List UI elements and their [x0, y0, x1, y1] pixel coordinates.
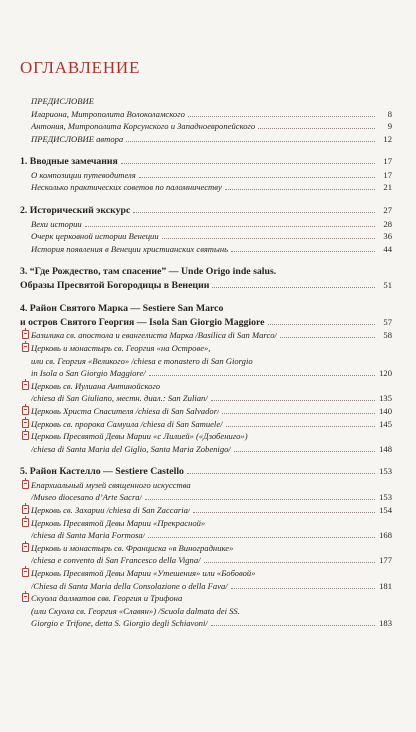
toc-entry-title: ПРЕДИСЛОВИЕ — [31, 96, 94, 106]
toc-entry-title: Образы Пресвятой Богородицы в Венеции — [20, 279, 210, 291]
toc-entry[interactable] — [20, 133, 392, 146]
toc-page-number: 28 — [383, 218, 392, 229]
toc-entry[interactable] — [20, 491, 392, 504]
toc-page-number: 153 — [379, 492, 392, 503]
dot-leader — [231, 251, 375, 252]
toc-entry-title: Церковь и монастырь св. Франциска «в Винограднике» — [31, 542, 234, 553]
toc-page-number: 177 — [379, 555, 392, 566]
toc-entry[interactable] — [20, 418, 392, 431]
church-icon — [20, 329, 31, 338]
toc-entry[interactable] — [20, 120, 392, 133]
toc-entry[interactable] — [20, 443, 392, 456]
dot-leader — [222, 413, 375, 414]
dot-leader — [212, 287, 375, 288]
toc-entry-title: О композиции путеводителя — [31, 169, 136, 180]
dot-leader — [211, 625, 375, 626]
toc-page-number: 36 — [383, 231, 392, 242]
toc-page-number: 12 — [383, 133, 392, 144]
page-title: ОГЛАВЛЕНИЕ — [20, 58, 141, 77]
toc-entry[interactable] — [20, 542, 392, 555]
toc-entry-title: (или Скуола св. Георгия «Славян») /Scuola dalmata dei SS. — [31, 605, 240, 616]
toc-entry-title: Церковь св. Захарии /chiesa di San Zaccaria/ — [31, 504, 191, 515]
toc-entry-title: или св. Георгия «Великого» /chiesa e monastero di San Giorgio — [31, 355, 253, 366]
toc-entry[interactable] — [20, 580, 392, 593]
toc-entry-title: ПРЕДИСЛОВИЕ автора — [31, 133, 124, 144]
dot-leader — [234, 451, 375, 452]
toc-page-number: 44 — [383, 243, 392, 254]
dot-leader — [187, 473, 375, 474]
dot-leader — [121, 163, 375, 164]
church-icon — [22, 406, 29, 415]
toc-entry-title: Скуола далматов свв. Георгия и Трифона — [31, 593, 183, 604]
dot-leader — [145, 499, 375, 500]
dot-leader — [188, 116, 375, 117]
church-icon — [20, 592, 31, 601]
toc-entry-title: /chiesa e convento di San Francesco della Vigna/ — [31, 555, 201, 566]
toc-entry-title: Церковь св. Иулиана Антинойского — [31, 380, 161, 391]
toc-entry[interactable] — [20, 218, 392, 231]
dot-leader — [139, 177, 375, 178]
toc-page-number: 8 — [387, 108, 392, 119]
toc-entry-title: Епархиальный музей священного искусства — [31, 479, 191, 490]
toc-page-number: 135 — [379, 393, 392, 404]
toc-entry-title: Церковь Пресвятой Девы Марии «Утешения» или «Бобовой» — [31, 567, 256, 578]
toc-page-number: 181 — [379, 580, 392, 591]
church-icon — [22, 431, 29, 440]
toc-entry-title: /chiesa di San Giuliano, местн. диал.: San Zulian/ — [31, 393, 208, 404]
dot-leader — [204, 562, 375, 563]
dot-leader — [226, 426, 375, 427]
toc-entry[interactable] — [20, 243, 392, 256]
toc-entry-title: Антония, Митрополита Корсунского и Западноевропейского — [31, 121, 256, 132]
toc-entry-title: /chiesa di Santa Maria del Giglio, Santa Maria Zobenigo/ — [31, 443, 231, 454]
toc-entry[interactable] — [20, 504, 392, 517]
toc-page-number: 148 — [379, 443, 392, 454]
toc-entry[interactable] — [20, 342, 392, 355]
dot-leader — [193, 512, 375, 513]
church-icon — [22, 480, 29, 489]
toc-entry[interactable] — [20, 265, 392, 279]
toc-entry[interactable] — [20, 592, 392, 605]
toc-entry[interactable] — [20, 529, 392, 542]
toc-entry[interactable] — [20, 329, 392, 342]
dot-leader — [225, 189, 375, 190]
toc-page-number: 154 — [379, 504, 392, 515]
dot-leader — [148, 537, 375, 538]
toc-page-number: 168 — [379, 530, 392, 541]
toc-entry[interactable] — [20, 169, 392, 182]
toc-entry[interactable] — [20, 465, 392, 479]
toc-entry-title: /Museo diocesano d’Arte Sacra/ — [31, 492, 142, 503]
dot-leader — [280, 337, 375, 338]
church-icon — [22, 505, 29, 514]
toc-entry-title: Вехи истории — [31, 218, 82, 229]
toc-entry-title: Очерк церковной истории Венеции — [31, 231, 159, 242]
toc-entry-title: 5. Район Кастелло — Sestiere Castello — [20, 466, 184, 478]
church-icon — [22, 518, 29, 527]
toc-entry[interactable] — [20, 355, 392, 368]
toc-page-number: 153 — [379, 466, 392, 477]
toc-entry[interactable] — [20, 517, 392, 530]
church-icon — [20, 405, 31, 414]
toc-entry-title: /Chiesa di Santa Maria della Consolazione o della Fava/ — [31, 580, 228, 591]
dot-leader — [133, 212, 375, 213]
toc-page-number: 27 — [383, 205, 392, 216]
toc-entry-title: 3. “Где Рождество, там спасение” — Unde Origo inde salus. — [20, 266, 277, 278]
toc-entry-title: 1. Вводные замечания — [20, 156, 118, 168]
church-icon — [22, 593, 29, 602]
toc-page-number: 17 — [383, 156, 392, 167]
toc-entry[interactable] — [20, 95, 392, 108]
toc-entry-title: Илариона, Митрополита Волоколамского — [31, 108, 185, 119]
dot-leader — [162, 238, 375, 239]
toc-entry[interactable] — [20, 479, 392, 492]
toc-entry[interactable] — [20, 617, 392, 630]
church-icon — [20, 380, 31, 389]
church-icon — [20, 479, 31, 488]
dot-leader — [126, 141, 375, 142]
church-icon — [22, 343, 29, 352]
toc-entry[interactable] — [20, 204, 392, 218]
toc-page-number: 17 — [383, 169, 392, 180]
toc-page-number: 51 — [383, 279, 392, 290]
church-icon — [20, 418, 31, 427]
toc-entry[interactable] — [20, 181, 392, 194]
toc-entry[interactable] — [20, 279, 392, 293]
toc-page-number: 21 — [383, 182, 392, 193]
toc-entry[interactable] — [20, 302, 392, 316]
toc-entry-title: Церковь св. пророка Самуила /chiesa di San Samuele/ — [31, 418, 223, 429]
church-icon — [20, 567, 31, 576]
toc-page-number: 140 — [379, 405, 392, 416]
toc-entry[interactable] — [20, 554, 392, 567]
toc-page-number: 120 — [379, 368, 392, 379]
dot-leader — [85, 226, 375, 227]
toc-entry[interactable] — [20, 316, 392, 330]
toc-entry-title: Церковь Пресвятой Девы Марии «Прекрасной» — [31, 517, 206, 528]
dot-leader — [211, 400, 375, 401]
church-icon — [22, 330, 29, 339]
toc-page-number: 183 — [379, 618, 392, 629]
toc-entry-title: Церковь и монастырь св. Георгия «на Острове», — [31, 342, 211, 353]
toc-entry[interactable] — [20, 155, 392, 169]
toc-page-number: 145 — [379, 418, 392, 429]
toc-entry[interactable] — [20, 405, 392, 418]
toc-entry[interactable] — [20, 108, 392, 121]
toc-entry-title: Несколько практических советов по паломничеству — [31, 182, 222, 193]
toc-entry-title: История появления в Венеции христианских святынь — [31, 243, 229, 254]
church-icon — [20, 504, 31, 513]
toc-entry-title: Церковь Христа Спасителя /chiesa di San Salvador/ — [31, 405, 220, 416]
toc-entry[interactable] — [20, 605, 392, 618]
toc-entry-title: Giorgio e Trifone, detta S. Giorgio degli Schiavoni/ — [31, 618, 208, 629]
toc-entry[interactable] — [20, 392, 392, 405]
toc-entry-title: /chiesa di Santa Maria Formosa/ — [31, 530, 146, 541]
toc-page-number: 58 — [383, 330, 392, 341]
toc-entry[interactable] — [20, 367, 392, 380]
church-icon — [22, 568, 29, 577]
church-icon — [22, 543, 29, 552]
toc-entry-title: 2. Исторический экскурс — [20, 205, 131, 217]
church-icon — [22, 419, 29, 428]
church-icon — [20, 430, 31, 439]
table-of-contents — [20, 95, 392, 630]
toc-entry-title: Базилика св. апостола и евангелиста Марка /Basilica di San Marco/ — [31, 330, 277, 341]
dot-leader — [258, 128, 375, 129]
church-icon — [20, 342, 31, 351]
toc-entry[interactable] — [20, 380, 392, 393]
toc-entry[interactable] — [20, 567, 392, 580]
dot-leader — [231, 588, 375, 589]
toc-entry-title: in Isola o San Giorgio Maggiore/ — [31, 368, 146, 379]
toc-entry-title: Церковь Пресвятой Девы Марии «с Лилией» («Дзобениго») — [31, 431, 248, 442]
dot-leader — [149, 375, 375, 376]
toc-entry-title: 4. Район Святого Марка — Sestiere San Marco — [20, 303, 224, 315]
toc-entry-title: и остров Святого Георгия — Isola San Giorgio Maggiore — [20, 316, 265, 328]
toc-entry[interactable] — [20, 230, 392, 243]
toc-page-number: 9 — [387, 121, 392, 132]
church-icon — [20, 542, 31, 551]
toc-page-number: 57 — [383, 316, 392, 327]
dot-leader — [268, 324, 375, 325]
toc-entry[interactable] — [20, 430, 392, 443]
church-icon — [22, 381, 29, 390]
church-icon — [20, 517, 31, 526]
